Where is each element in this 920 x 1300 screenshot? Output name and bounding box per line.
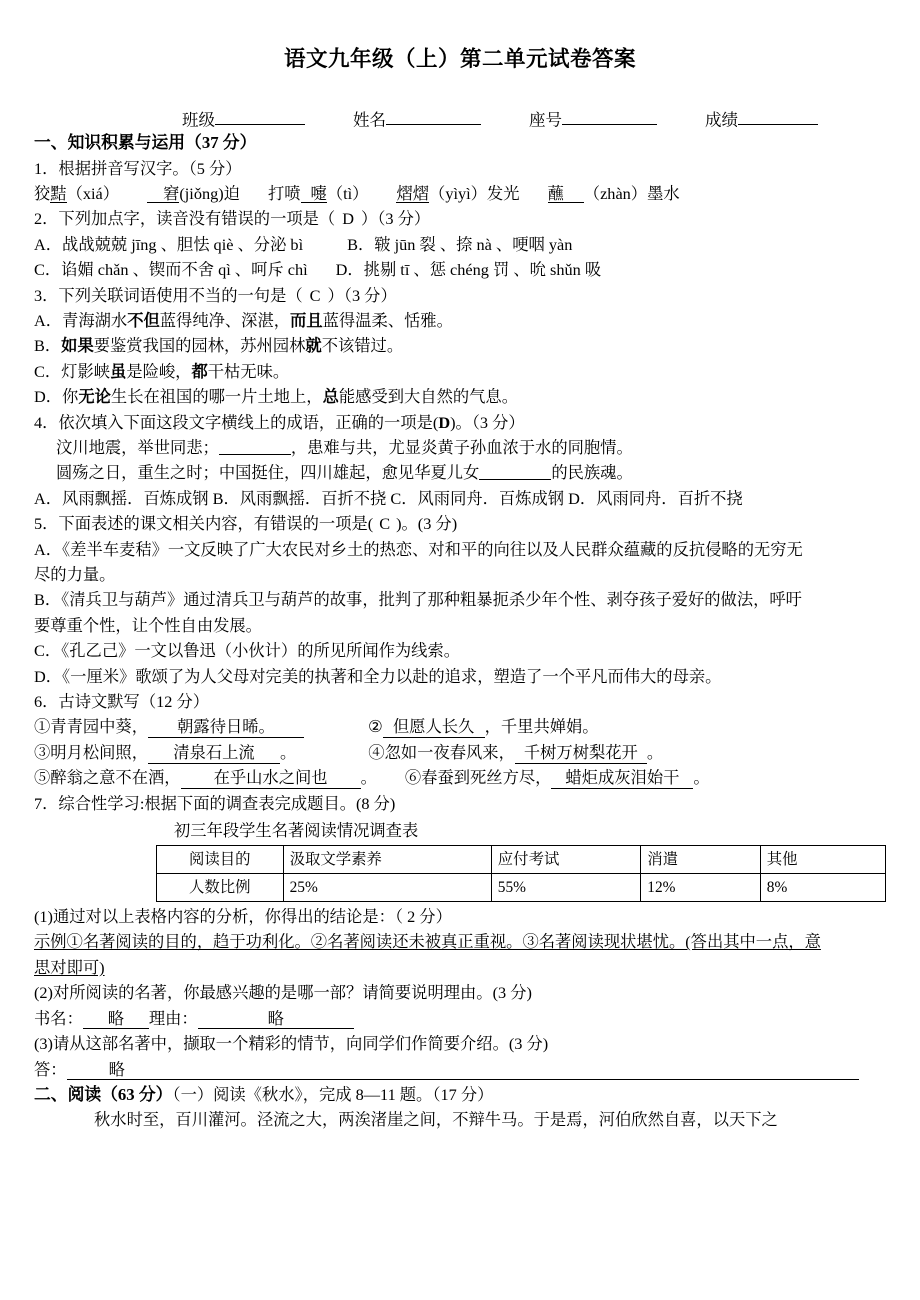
question-1-stem: 1．根据拼音写汉字。（5 分） [34, 158, 242, 178]
section-two-heading-bold: 二、阅读（63 分） [34, 1084, 173, 1104]
question-3-option-a: A．青海湖水不但蓝得纯净、深湛，而且蓝得温柔、恬雅。 [34, 310, 453, 330]
q6-answer-6: 蜡炬成灰泪始干 [551, 769, 693, 789]
q6-item-5: ⑤醉翁之意不在酒， 在乎山水之间也 。 [34, 768, 377, 788]
question-6-row-1 [34, 714, 886, 739]
q6-item-4: ④忽如一夜春风来， 千树万树梨花开 。 [368, 742, 664, 762]
question-5-stem: 5．下面表述的课文相关内容，有错误的一项是( C )。(3 分) [34, 514, 458, 534]
table-cell-value-1: 55% [491, 874, 641, 902]
question-4-stem: 4．依次填入下面这段文字横线上的成语，正确的一项是(D)。（3 分） [34, 412, 525, 432]
field-seat-label: 座号 [529, 110, 562, 130]
q5-answer: C [379, 514, 391, 534]
q6-answer-3: 清泉石上流 [148, 744, 280, 764]
q6-answer-1: 朝露待日晞。 [148, 718, 304, 738]
survey-table [156, 845, 886, 902]
q2-option-d: D．挑剔 tī 、惩 chéng 罚 、吮 shǔn 吸 [335, 260, 602, 280]
q6-answer-4: 千树万树梨花开 [515, 744, 647, 764]
question-4-passage-line-1: 汶川地震，举世同悲； ，患难与共，尤显炎黄子孙血浓于水的同胞情。 [56, 437, 633, 457]
q6-answer-2: 但愿人长久 [383, 718, 485, 738]
q1-item-3: 打喷 嚏（tì） [267, 183, 369, 203]
question-3-option-c: C．灯影峡虽是险峻，都干枯无味。 [34, 361, 290, 381]
q6-item-6: ⑥春蚕到死丝方尽， 蜡炬成灰泪始干 。 [404, 768, 710, 788]
question-5-option-a: A．《差半车麦秸》一文反映了广大农民对乡土的热恋、对和平的向往以及人民群众蕴藏的反抗侵略的无穷无尽的力量。 [34, 539, 803, 584]
question-6-row-2 [34, 740, 886, 765]
question-7-sub-3-answer-row [34, 1057, 886, 1082]
field-seat-input[interactable] [562, 108, 657, 126]
q2-option-c: C．谄媚 chǎn 、锲而不舍 qì 、呵斥 chì [34, 260, 308, 280]
table-cell-col-2: 消遣 [641, 846, 760, 874]
q4-answer: D [438, 412, 451, 432]
field-score-input[interactable] [738, 108, 818, 126]
q2-option-b: B．皲 jūn 裂 、捺 nà 、哽咽 yàn [347, 234, 573, 254]
field-seat [529, 108, 657, 130]
header-fields [34, 108, 886, 130]
q6-answer-5: 在乎山水之间也 [181, 769, 361, 789]
question-5-option-c: C．《孔乙己》一文以鲁迅（小伙计）的所见所闻作为线索。 [34, 641, 461, 661]
field-name-input[interactable] [386, 108, 481, 126]
question-2-options-row-1 [34, 232, 886, 257]
section-one-heading: 一、知识积累与运用（37 分） [34, 133, 257, 153]
survey-table-title: 初三年段学生名著阅读情况调查表 [174, 821, 419, 841]
q1-answer-2: 窘 [147, 185, 179, 203]
table-cell-row-header-1: 人数比例 [157, 874, 284, 902]
q2-answer: D [342, 209, 354, 229]
q7-book-answer: 略 [83, 1010, 149, 1030]
field-class-input[interactable] [215, 108, 305, 126]
q6-item-3: ③明月松间照， 清泉石上流 。 [34, 742, 297, 762]
question-6-stem: 6．古诗文默写（12 分） [34, 692, 210, 712]
table-row-header [157, 846, 886, 874]
question-5-option-d: D．《一厘米》歌颂了为人父母对完美的执著和全力以赴的追求，塑造了一个平凡而伟大的母亲。 [34, 666, 722, 686]
field-name [353, 108, 481, 130]
question-4-passage-line-2: 圆殇之日，重生之时；中国挺住，四川雄起，愈见华夏儿女 的民族魂。 [56, 463, 633, 483]
field-class [182, 108, 305, 130]
question-7-sub-1: (1)通过对以上表格内容的分析，你得出的结论是：（ 2 分） [34, 907, 452, 927]
question-3-stem: 3．下列关联词语使用不当的一句是（ C ）（3 分） [34, 285, 397, 305]
q7-reason-answer: 略 [198, 1010, 354, 1030]
q6-item-2: ② 但愿人长久 ，千里共婵娟。 [368, 717, 599, 737]
table-cell-value-3: 8% [760, 874, 885, 902]
question-7-stem: 7．综合性学习:根据下面的调查表完成题目。(8 分) [34, 793, 396, 813]
q1-item-4: 熠熠（yìyì）发光 [396, 183, 520, 203]
page-title: 语文九年级（上）第二单元试卷答案 [283, 47, 636, 71]
question-7-sub-3: (3)请从这部名著中，撷取一个精彩的情节，向同学们作简要介绍。(3 分) [34, 1034, 549, 1054]
table-cell-row-header-0: 阅读目的 [157, 846, 284, 874]
q1-item-5: 蘸 （zhàn）墨水 [547, 183, 680, 203]
q4-blank-2[interactable] [479, 462, 551, 480]
q7-book-label: 书名： [34, 1008, 83, 1028]
q2-option-a: A．战战兢兢 jīng 、胆怯 qiè 、分泌 bì [34, 234, 304, 254]
field-name-label: 姓名 [353, 110, 386, 130]
question-7-sub-1-answer: 示例①名著阅读的目的，趋于功利化。②名著阅读还未被真正重视。③名著阅读现状堪忧。(答出其中一点，意思对即可) [34, 932, 821, 977]
section-two-heading [34, 1082, 886, 1107]
q1-answer-5: 蘸 [548, 185, 584, 203]
q3-answer: C [309, 285, 321, 305]
table-cell-value-0: 25% [283, 874, 491, 902]
q1-answer-3: 嚏 [301, 185, 327, 203]
question-6-row-3 [34, 765, 886, 790]
question-3-option-b: B．如果要鉴赏我国的园林，苏州园林就不该错过。 [34, 336, 404, 356]
q1-answer-4: 熠熠 [396, 183, 430, 203]
field-class-label: 班级 [182, 110, 215, 130]
q7-sub-3-answer: 略 [67, 1061, 859, 1081]
table-cell-col-1: 应付考试 [491, 846, 641, 874]
q4-blank-1[interactable] [219, 437, 291, 455]
question-2-stem: 2．下列加点字，读音没有错误的一项是（ D ）（3 分） [34, 209, 431, 229]
question-2-options-row-2 [34, 257, 886, 282]
table-cell-col-0: 汲取文学素养 [283, 846, 491, 874]
q1-item-2: 窘(jiǒng)迫 [147, 184, 240, 203]
table-cell-col-3: 其他 [760, 846, 885, 874]
question-3-option-d: D．你无论生长在祖国的哪一片土地上，总能感受到大自然的气息。 [34, 387, 518, 407]
question-7-sub-2: (2)对所阅读的名著，你最感兴趣的是哪一部？请简要说明理由。(3 分) [34, 983, 532, 1003]
table-cell-value-2: 12% [641, 874, 760, 902]
q1-answer-1: 黠 [50, 183, 67, 203]
q7-answer-label: 答： [34, 1059, 67, 1079]
q6-item-1: ①青青园中葵， 朝露待日晞。 [34, 717, 304, 736]
field-score [705, 108, 818, 130]
section-two-heading-rest: （一）阅读《秋水》，完成 8—11 题。（17 分） [172, 1084, 494, 1104]
q7-reason-label: 理由： [148, 1008, 198, 1028]
question-5-option-b: B．《清兵卫与葫芦》通过清兵卫与葫芦的故事，批判了那种粗暴扼杀少年个性、剥夺孩子爱好的做法，呼吁要尊重个性，让个性自由发展。 [34, 590, 802, 635]
question-1-answers [34, 181, 886, 206]
question-4-options: A．风雨飘摇．百炼成钢 B．风雨飘摇．百折不挠 C．风雨同舟．百炼成钢 D．风雨同舟．百折不挠 [34, 488, 743, 508]
question-7-sub-2-answers [34, 1006, 886, 1031]
table-row-values [157, 874, 886, 902]
field-score-label: 成绩 [705, 110, 738, 130]
section-two-passage: 秋水时至，百川灌河。泾流之大，两涘渚崖之间，不辩牛马。于是焉，河伯欣然自喜，以天下之 [94, 1110, 778, 1130]
q1-item-1: 狡黠（xiá） [34, 183, 120, 203]
